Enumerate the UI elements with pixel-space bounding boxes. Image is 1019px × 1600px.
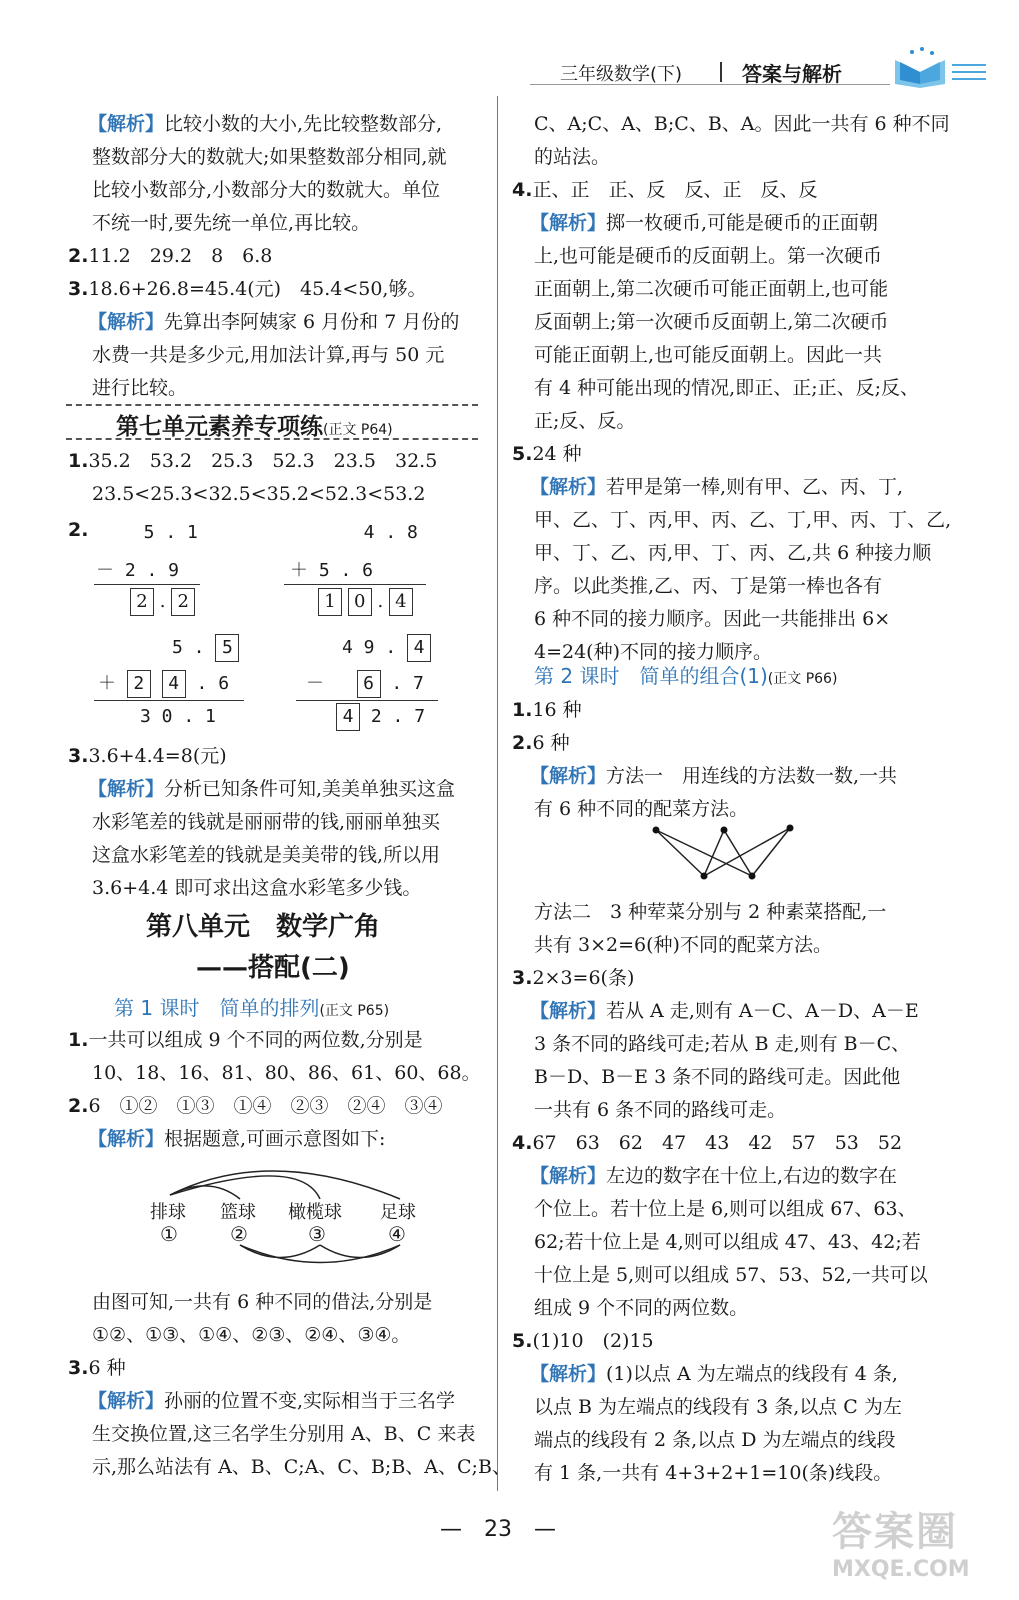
right-line: B－D、B－E 3 条不同的路线可走。因此他 — [534, 1066, 901, 1088]
right-line: 甲、乙、丁、丙,甲、丙、乙、丁,甲、丙、丁、乙, — [534, 509, 952, 531]
page-number: — 23 — — [440, 1517, 556, 1542]
right-line: 【解析】方法一 用连线的方法数一数,一共 — [530, 765, 898, 787]
right-line: 端点的线段有 2 条,以点 D 为左端点的线段 — [534, 1429, 896, 1451]
right-line: 正;反、反。 — [534, 410, 636, 432]
section-title-unit7: 第七单元素养专项练(正文 P64) — [116, 414, 393, 440]
calc-3-rule — [94, 700, 244, 701]
unit8-title: 第八单元 数学广角 — [146, 912, 381, 942]
analysis-tag: 【解析】 — [88, 778, 165, 800]
right-line: 有 4 种可能出现的情况,即正、正;正、反;反、 — [534, 377, 920, 399]
calc-1-result: 2 . 2 — [130, 588, 195, 616]
lesson-2-title: 第 2 课时 简单的组合(1)(正文 P66) — [534, 664, 838, 688]
ball-label-basketball: 篮球 — [220, 1202, 256, 1223]
answer-box: 6 — [357, 670, 381, 698]
left-line: 不统一时,要先统一单位,再比较。 — [92, 212, 371, 234]
right-line: 62;若十位上是 4,则可以组成 47、43、42;若 — [534, 1231, 921, 1253]
answer-box: 5 — [215, 634, 239, 662]
calc-2-result: 1 0 . 4 — [318, 588, 413, 616]
lesson2-answer-1: 1.16 种 — [512, 699, 582, 721]
right-line: 可能正面朝上,也可能反面朝上。因此一共 — [534, 344, 883, 366]
left-line: 示,那么站法有 A、B、C;A、C、B;B、A、C;B、 — [92, 1456, 511, 1478]
answer-box: 2 — [171, 588, 195, 616]
section-rule — [66, 404, 478, 406]
calc-1-rule — [94, 584, 200, 585]
calc-2-bottom: ＋ 5 . 6 — [290, 560, 374, 581]
lesson1-answer-3: 3.6 种 — [68, 1357, 126, 1379]
ball-number-3: ③ — [308, 1222, 326, 1246]
right-line: 3 条不同的路线可走;若从 B 走,则有 B－C、 — [534, 1033, 911, 1055]
right-line: 【解析】掷一枚硬币,可能是硬币的正面朝 — [530, 212, 879, 234]
right-line: 【解析】(1)以点 A 为左端点的线段有 4 条, — [530, 1363, 898, 1385]
answer-box: 4 — [389, 588, 413, 616]
right-line: 以点 B 为左端点的线段有 3 条,以点 C 为左 — [534, 1396, 902, 1418]
header-stripes — [952, 64, 986, 80]
ball-number-2: ② — [230, 1222, 248, 1246]
right-line: 个位上。若十位上是 6,则可以组成 67、63、 — [534, 1198, 917, 1220]
unit8-subtitle: ——搭配(二) — [196, 953, 350, 983]
analysis-tag: 【解析】 — [530, 1363, 607, 1385]
answer-box: 2 — [130, 588, 154, 616]
section7-answer-1: 1.35.2 53.2 25.3 52.3 23.5 32.5 — [68, 450, 438, 472]
right-line: 【解析】若从 A 走,则有 A－C、A－D、A－E — [530, 1000, 919, 1022]
book-logo-icon — [890, 44, 950, 94]
right-line: 正面朝上,第二次硬币可能正面朝上,也可能 — [534, 278, 889, 300]
ball-number-1: ① — [160, 1222, 178, 1246]
calc-1-top: 5 . 1 — [122, 522, 198, 543]
right-line: 共有 3×2=6(种)不同的配菜方法。 — [534, 934, 832, 956]
lesson1-answer-1b: 10、18、16、81、80、86、61、60、68。 — [92, 1062, 481, 1084]
right-line: 方法二 3 种荤菜分别与 2 种素菜搭配,一 — [534, 901, 887, 923]
answer-box: 4 — [407, 634, 431, 662]
answer-box: 2 — [127, 670, 151, 698]
calc-3-bottom: ＋ 2 4 . 6 — [98, 669, 229, 698]
answer-box: 4 — [162, 670, 186, 698]
left-line: 【解析】根据题意,可画示意图如下: — [88, 1128, 386, 1150]
ball-label-rugby: 橄榄球 — [288, 1202, 342, 1223]
calc-4-bottom: － 6 . 7 — [306, 669, 424, 698]
right-line: 有 1 条,一共有 4+3+2+1=10(条)线段。 — [534, 1462, 893, 1484]
left-line: 【解析】先算出李阿姨家 6 月份和 7 月份的 — [88, 311, 460, 333]
left-line: 水费一共是多少元,用加法计算,再与 50 元 — [92, 344, 445, 366]
left-line: 3.6+4.4 即可求出这盒水彩笔多少钱。 — [92, 877, 422, 899]
calc-3-result: 3 0 . 1 — [140, 706, 216, 727]
right-line: 【解析】左边的数字在十位上,右边的数字在 — [530, 1165, 898, 1187]
section7-answer-3: 3.3.6+4.4=8(元) — [68, 745, 227, 767]
header-sep — [720, 62, 722, 82]
right-line: 组成 9 个不同的两位数。 — [534, 1297, 749, 1319]
right-answer-5: 5.24 种 — [512, 443, 582, 465]
right-line: C、A;C、A、B;C、B、A。因此一共有 6 种不同 — [534, 113, 950, 135]
right-line: 6 种不同的接力顺序。因此一共能排出 6× — [534, 608, 891, 630]
right-line: 有 6 种不同的配菜方法。 — [534, 798, 749, 820]
left-line: 生交换位置,这三名学生分别用 A、B、C 来表 — [92, 1423, 476, 1445]
left-line: 整数部分大的数就大;如果整数部分相同,就 — [92, 146, 447, 168]
left-line: 比较小数部分,小数部分大的数就大。单位 — [92, 179, 441, 201]
answer-box: 0 — [348, 588, 372, 616]
ball-label-volleyball: 排球 — [150, 1202, 186, 1223]
right-line: 反面朝上;第一次硬币反面朝上,第二次硬币 — [534, 311, 889, 333]
calc-1-bottom: － 2 . 9 — [96, 560, 180, 581]
analysis-tag: 【解析】 — [88, 1390, 165, 1412]
column-divider — [497, 96, 498, 1491]
section-rule — [66, 438, 478, 440]
left-line: 【解析】分析已知条件可知,美美单独买这盒 — [88, 778, 456, 800]
section7-answer-1b: 23.5<25.3<32.5<35.2<52.3<53.2 — [92, 483, 426, 505]
answer-box: 1 — [318, 588, 342, 616]
analysis-tag: 【解析】 — [88, 1128, 165, 1150]
ball-number-4: ④ — [388, 1222, 406, 1246]
analysis-tag: 【解析】 — [530, 1165, 607, 1187]
analysis-tag: 【解析】 — [88, 113, 165, 135]
lesson2-answer-4: 4.67 63 62 47 43 42 57 53 52 — [512, 1132, 903, 1154]
left-line: ①②、①③、①④、②③、②④、③④。 — [92, 1324, 411, 1346]
calc-3-top: 5 . 5 — [172, 634, 239, 662]
right-line: 一共有 6 条不同的路线可走。 — [534, 1099, 787, 1121]
lesson2-answer-3: 3.2×3=6(条) — [512, 967, 635, 989]
calc-2-rule — [284, 584, 426, 585]
right-line: 4=24(种)不同的接力顺序。 — [534, 641, 773, 663]
analysis-tag: 【解析】 — [530, 1000, 607, 1022]
calc-2-top: 4 . 8 — [342, 522, 418, 543]
analysis-tag: 【解析】 — [530, 476, 607, 498]
left-line: 进行比较。 — [92, 377, 188, 399]
left-line: 【解析】比较小数的大小,先比较整数部分, — [88, 113, 443, 135]
analysis-tag: 【解析】 — [88, 311, 165, 333]
lesson2-answer-2: 2.6 种 — [512, 732, 570, 754]
left-line: 【解析】孙丽的位置不变,实际相当于三名学 — [88, 1390, 456, 1412]
dish-connection-diagram — [640, 820, 810, 884]
watermark-logo: 答案圈 MXQE.COM — [832, 1509, 970, 1582]
analysis-tag: 【解析】 — [530, 212, 607, 234]
right-answer-4: 4.正、正 正、反 反、正 反、反 — [512, 179, 818, 201]
right-line: 甲、丁、乙、丙,甲、丁、丙、乙,共 6 种接力顺 — [534, 542, 932, 564]
ball-label-football: 足球 — [380, 1202, 416, 1223]
left-line: 这盒水彩笔差的钱就是美美带的钱,所以用 — [92, 844, 441, 866]
right-line: 十位上是 5,则可以组成 57、53、52,一共可以 — [534, 1264, 928, 1286]
calc-4-result: 4 2 . 7 — [336, 703, 425, 731]
right-line: 【解析】若甲是第一棒,则有甲、乙、丙、丁, — [530, 476, 904, 498]
analysis-tag: 【解析】 — [530, 765, 607, 787]
calc-4-rule — [296, 700, 438, 701]
lesson-1-title: 第 1 课时 简单的排列(正文 P65) — [114, 996, 390, 1020]
lesson1-answer-2: 2.6 ①② ①③ ①④ ②③ ②④ ③④ — [68, 1095, 443, 1117]
right-line: 上,也可能是硬币的反面朝上。第一次硬币 — [534, 245, 883, 267]
calc-4-top: 4 9 . 4 — [342, 634, 431, 662]
answer-box: 4 — [336, 703, 360, 731]
answer-3: 3.18.6+26.8=45.4(元) 45.4<50,够。 — [68, 278, 427, 300]
section7-answer-2: 2. — [68, 519, 89, 541]
lesson2-answer-5: 5.(1)10 (2)15 — [512, 1330, 654, 1352]
header-grade: 三年级数学(下) — [560, 64, 683, 85]
header-title: 答案与解析 — [742, 62, 842, 86]
left-line: 水彩笔差的钱就是丽丽带的钱,丽丽单独买 — [92, 811, 441, 833]
left-line: 由图可知,一共有 6 种不同的借法,分别是 — [92, 1291, 433, 1313]
right-line: 序。以此类推,乙、丙、丁是第一棒也各有 — [534, 575, 883, 597]
answer-2: 2.11.2 29.2 8 6.8 — [68, 245, 273, 267]
lesson1-answer-1: 1.一共可以组成 9 个不同的两位数,分别是 — [68, 1029, 423, 1051]
right-line: 的站法。 — [534, 146, 611, 168]
